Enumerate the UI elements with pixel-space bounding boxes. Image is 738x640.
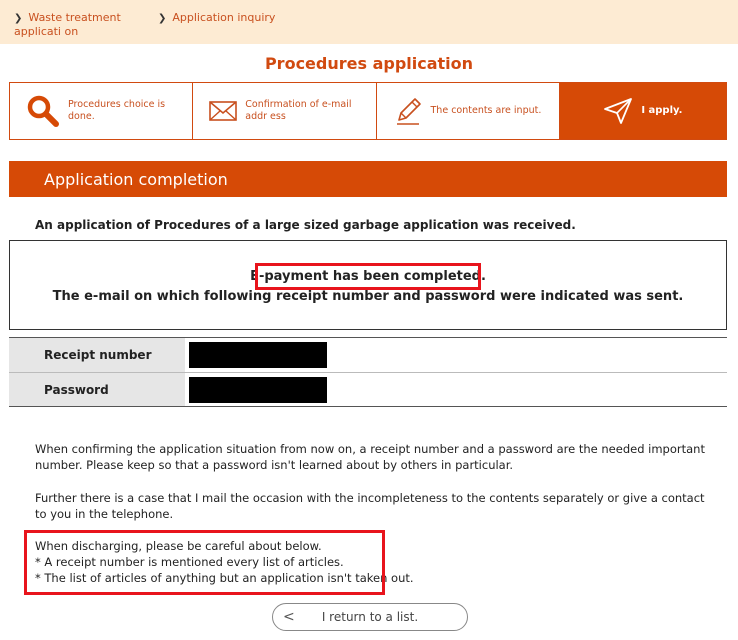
step-contents-input xyxy=(377,83,560,139)
redacted-mask xyxy=(189,342,327,368)
chevron-right-icon: ❯ xyxy=(14,13,23,24)
receipt-info-table xyxy=(9,337,727,407)
received-message: An application of Procedures of a large sized garbage application was received. xyxy=(35,218,576,232)
receipt-number-value xyxy=(185,338,727,372)
table-row xyxy=(9,372,727,406)
step-apply-current xyxy=(560,83,726,139)
section-title: Application completion xyxy=(9,161,727,197)
pencil-icon xyxy=(393,96,423,126)
chevron-right-icon: ❯ xyxy=(158,13,167,24)
breadcrumb xyxy=(0,0,738,44)
paper-plane-icon xyxy=(603,97,633,125)
email-sent-text: The e-mail on which following receipt number and password were indicated was sent. xyxy=(52,289,684,304)
step-label: Procedures choice is done. xyxy=(68,99,166,122)
important-number-note: When confirming the application situation from now on, a receipt number and a password are the needed important number. Please keep so that a password isn't learned about by others in particular. xyxy=(35,442,705,472)
receipt-number-label: Receipt number xyxy=(9,338,185,372)
step-label: I apply. xyxy=(641,105,683,116)
password-label: Password xyxy=(9,373,185,406)
step-label: Confirmation of e-mail addr ess xyxy=(245,99,352,122)
redacted-mask xyxy=(189,377,327,403)
progress-steps xyxy=(9,82,727,140)
envelope-icon xyxy=(209,100,237,122)
magnifier-icon xyxy=(26,94,60,128)
highlight-annotation xyxy=(24,530,385,595)
highlight-annotation xyxy=(255,263,481,290)
return-to-list-button[interactable] xyxy=(272,603,468,631)
notice-box xyxy=(9,240,727,330)
table-row xyxy=(9,338,727,372)
discharge-note-line: * A receipt number is mentioned every list of articles. xyxy=(35,555,344,569)
step-procedures-choice xyxy=(10,83,193,139)
page-title: Procedures application xyxy=(264,54,474,73)
password-value xyxy=(185,373,727,406)
breadcrumb-item-waste-treatment[interactable]: ❯ Waste treatment applicati on xyxy=(14,11,121,38)
discharge-note-line: * The list of articles of anything but an application isn't taken out. xyxy=(35,571,414,585)
discharge-note-line: When discharging, please be careful about below. xyxy=(35,539,322,553)
step-label: The contents are input. xyxy=(430,105,542,116)
chevron-left-icon: < xyxy=(283,609,295,625)
breadcrumb-item-application-inquiry[interactable]: ❯ Application inquiry xyxy=(158,11,276,24)
step-email-confirmation xyxy=(193,83,376,139)
epayment-completed-text: E-payment has been completed. xyxy=(250,269,486,284)
contact-note: Further there is a case that I mail the occasion with the incompleteness to the contents separately or give a contact to you in the telephone. xyxy=(35,491,705,521)
return-button-label: I return to a list. xyxy=(321,610,419,624)
